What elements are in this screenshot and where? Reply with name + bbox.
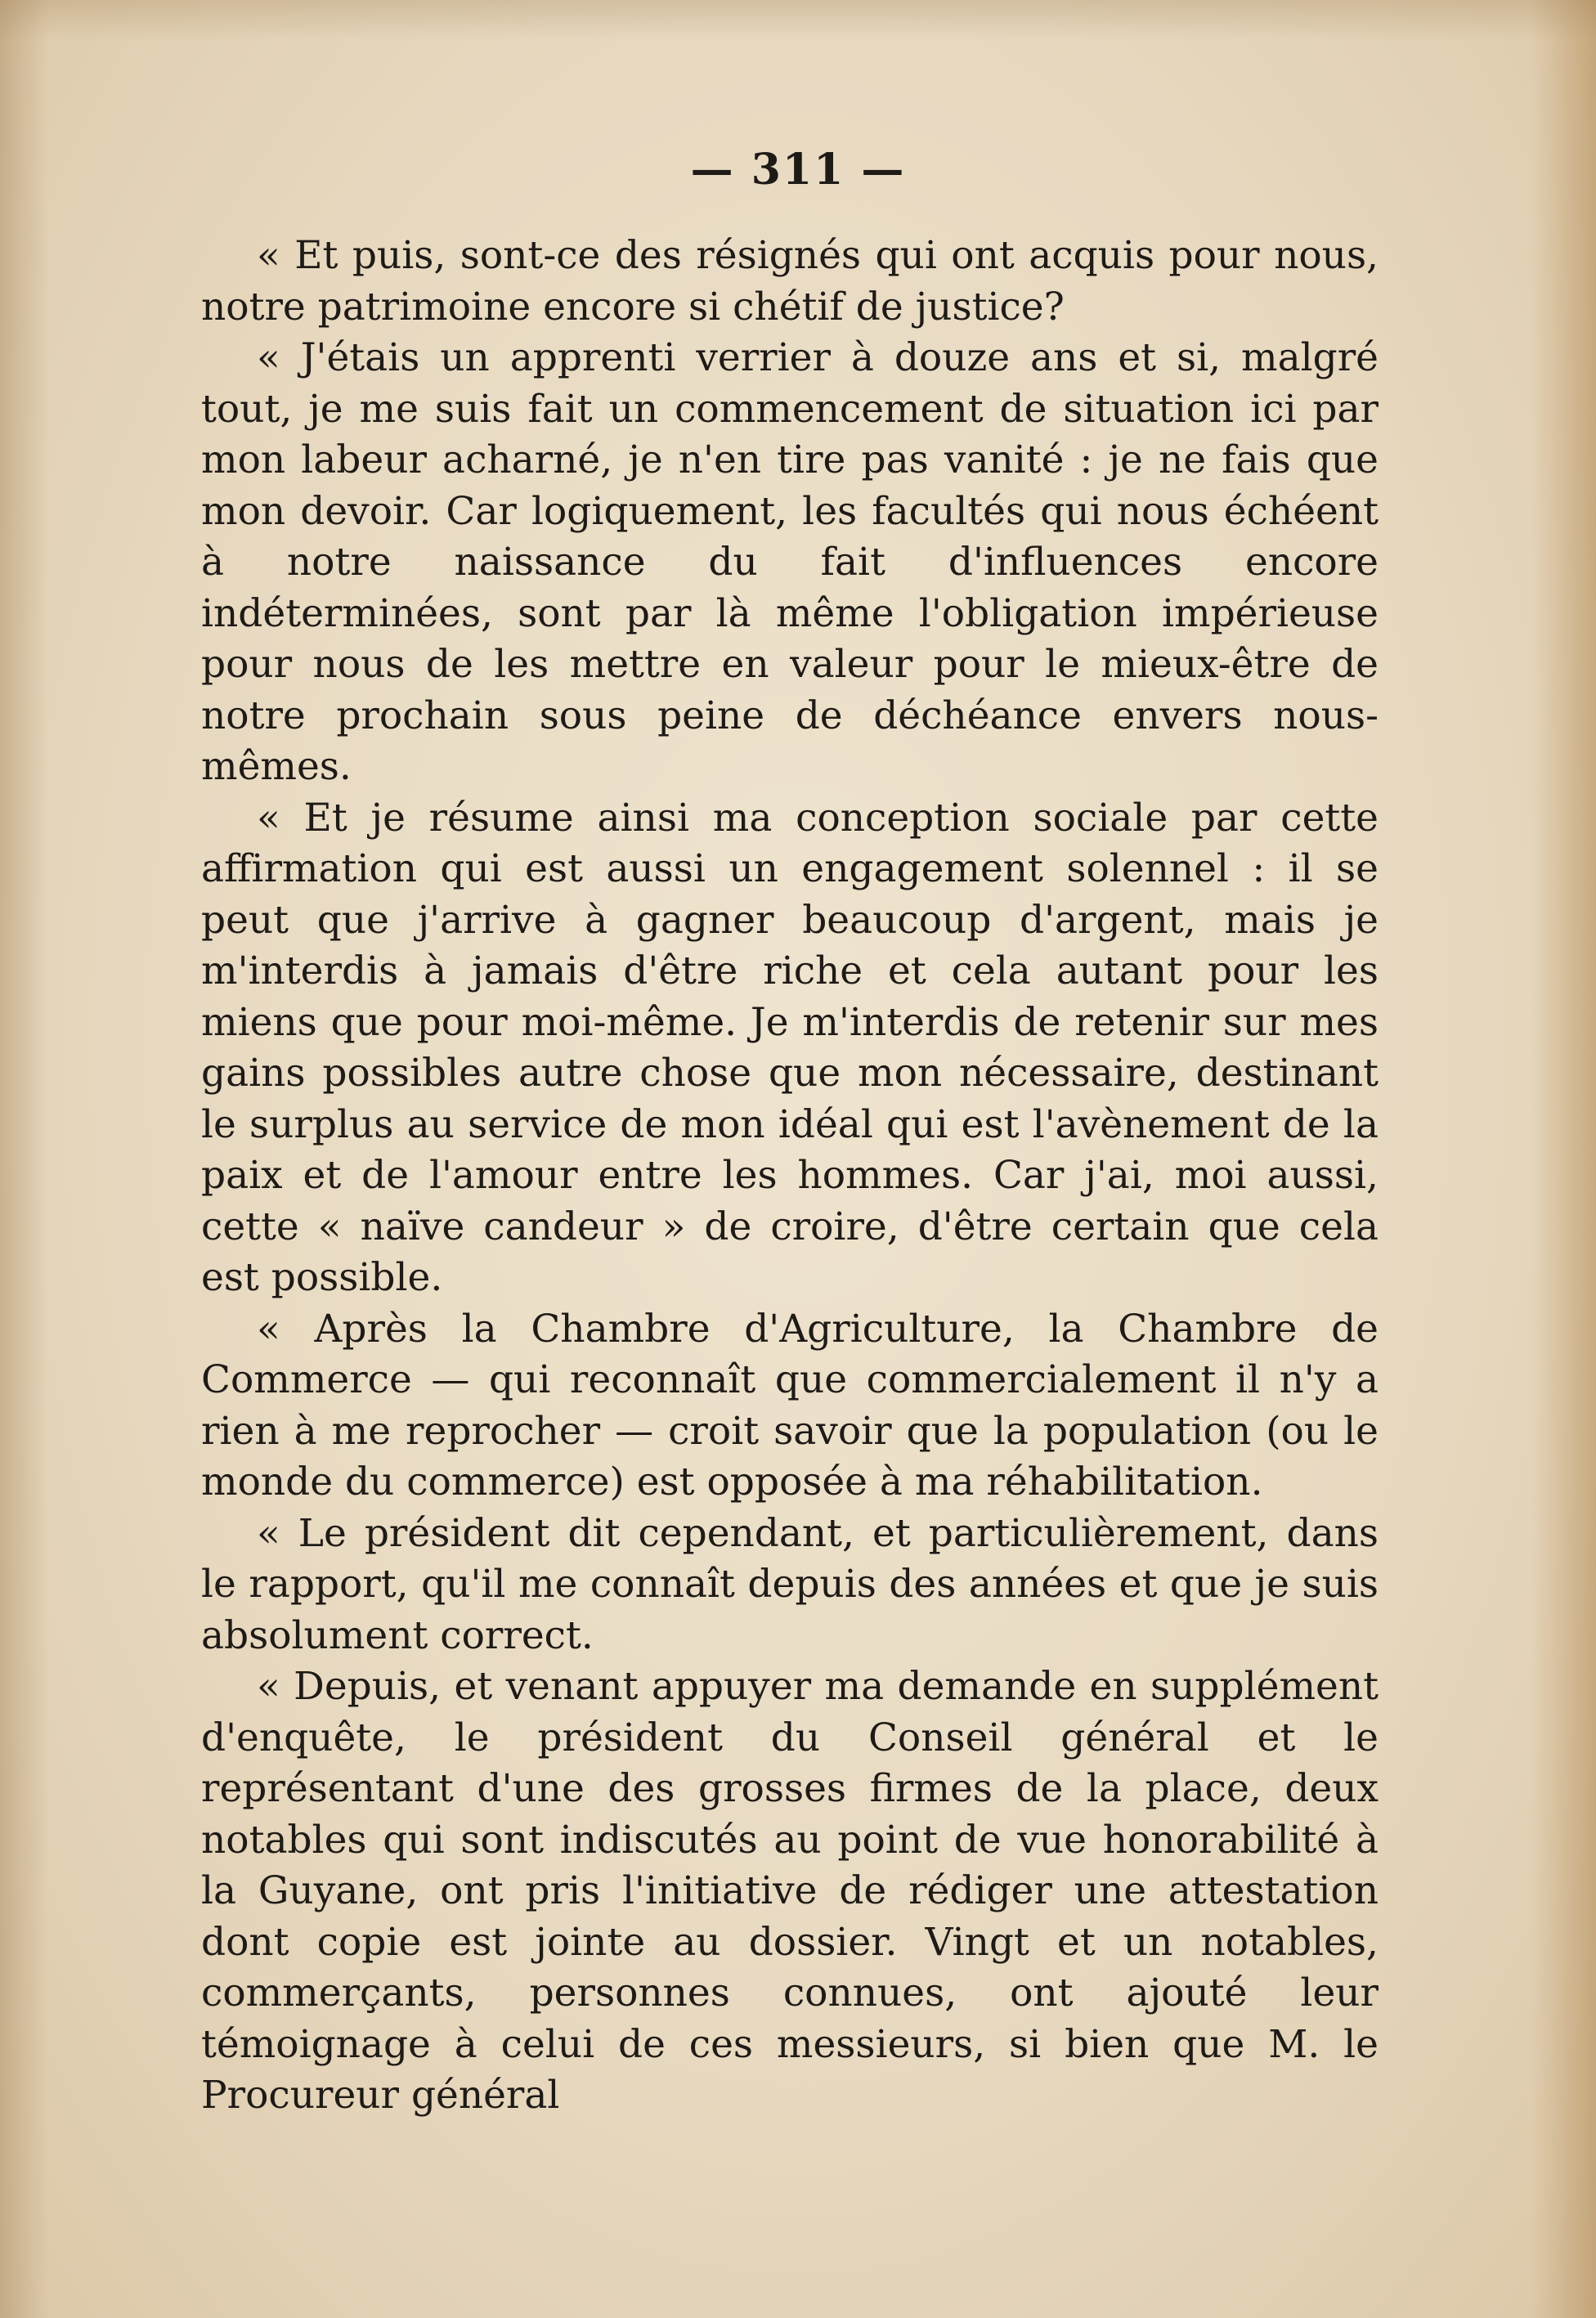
paragraph-3: « Et je résume ainsi ma conception sociale par cette affirmation qui est aussi un engagement solennel : il se peut que j'arrive à gagner beaucoup d'argent, mais je m'interdis à jamais d'être riche et cela autant pour les miens que pour moi-même. Je m'interdis de retenir sur mes gains possibles autre chose que mon nécessaire, destinant le surplus au service de mon idéal qui est l'avènement de la paix et de l'amour entre les hommes. Car j'ai, moi aussi, cette « naïve candeur » de croire, d'être certain que cela est possible. [201,795,1379,1300]
paragraph-6: « Depuis, et venant appuyer ma demande en supplément d'enquête, le président du Conseil général et le représentant d'une des grosses firmes de la place, deux notables qui sont indiscutés au point de vue honorabilité à la Guyane, ont pris l'initiative de rédiger une attestation dont copie est jointe au dossier. Vingt et un notables, commerçants, personnes connues, ont ajouté leur témoignage à celui de ces messieurs, si bien que M. le Procureur général [201,1664,1379,2118]
paragraph-5: « Le président dit cependant, et particulièrement, dans le rapport, qu'il me connaît depuis des années et que je suis absolument correct. [201,1510,1379,1658]
paper-edge-shadow-right [1531,0,1596,2318]
paper-edge-shadow-top [0,0,1596,41]
paragraph-4: « Après la Chambre d'Agriculture, la Chambre de Commerce — qui reconnaît que commercialement il n'y a rien à me reprocher — croit savoir que la population (ou le monde du commerce) est opposée à ma réhabilitation. [201,1306,1379,1504]
paper-edge-shadow-left [0,0,49,2318]
paragraph-1: « Et puis, sont-ce des résignés qui ont acquis pour nous, notre patrimoine encore si chétif de justice? [201,233,1379,330]
paragraph-2: « J'étais un apprenti verrier à douze ans et si, malgré tout, je me suis fait un commencement de situation ici par mon labeur acharné, je n'en tire pas vanité : je ne fais que mon devoir. Car logiquement, les facultés qui nous échéent à notre naissance du fait d'influences encore indéterminées, sont par là même l'obligation impérieuse pour nous de les mettre en valeur pour le mieux-être de notre prochain sous peine de déchéance envers nous-mêmes. [201,335,1379,789]
body-text [201,231,1379,2122]
page-number: — 311 — [690,145,906,195]
